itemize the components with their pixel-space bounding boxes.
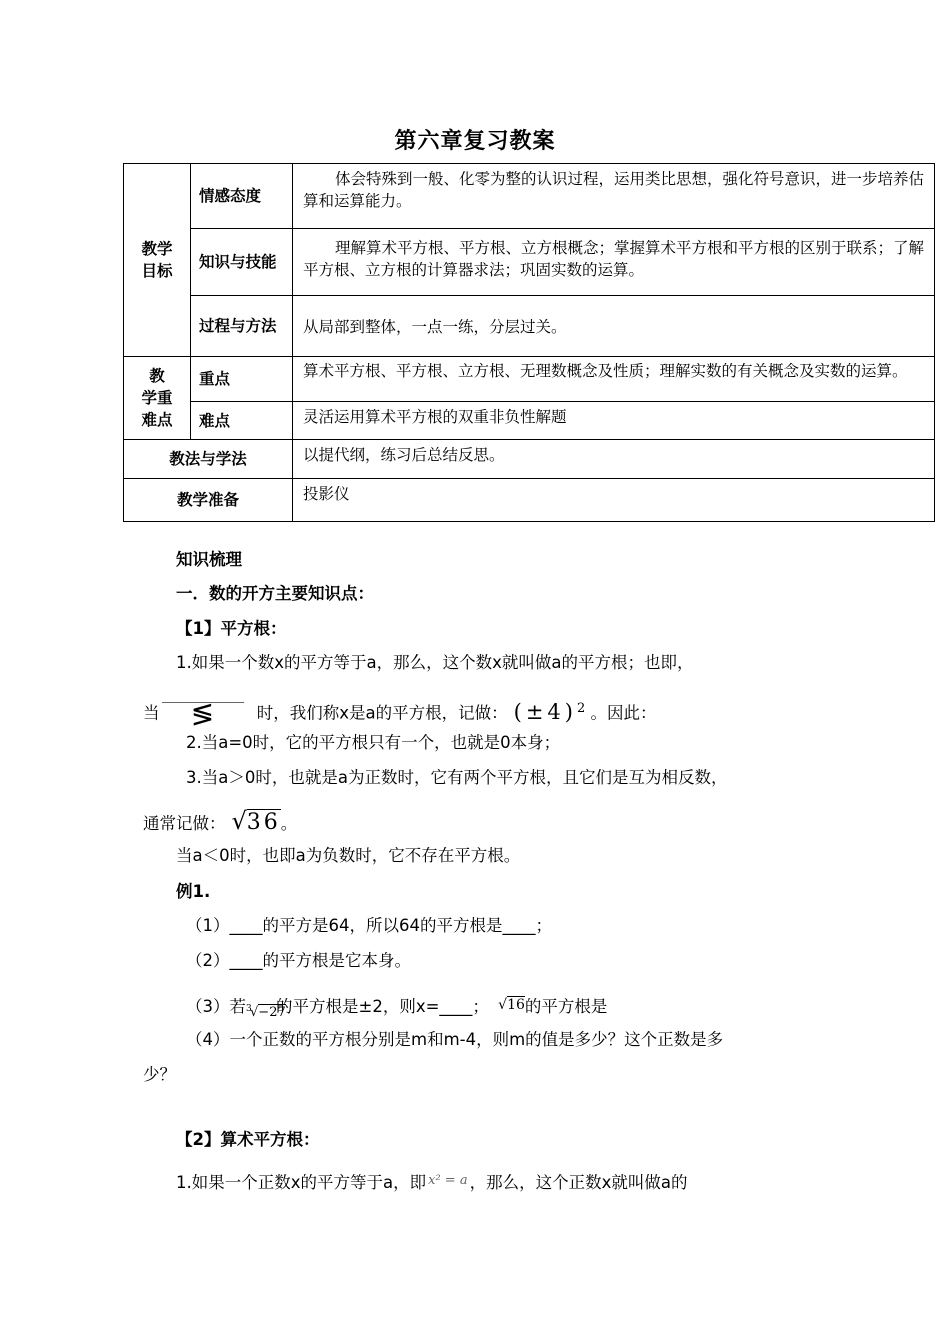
difficulty-content: 灵活运用算术平方根的双重非负性解题 — [293, 402, 935, 440]
page-title: 第六章复习教案 — [394, 129, 556, 154]
garbled-formula: ≶ — [162, 702, 244, 725]
x-squared-formula: x² = a — [428, 1173, 468, 1188]
p1b-pre: 当 — [143, 703, 160, 723]
focus-header: 教 学重 难点 — [124, 357, 191, 440]
lesson-plan-table — [123, 163, 935, 522]
process-label: 过程与方法 — [191, 296, 293, 357]
sqrt-16: √16 — [498, 997, 525, 1013]
key-point-content: 算术平方根、平方根、立方根、无理数概念及性质；理解实数的有关概念及实数的运算。 — [293, 357, 935, 402]
process-content: 从局部到整体，一点一练，分层过关。 — [293, 296, 935, 357]
emotion-label: 情感态度 — [191, 164, 293, 229]
sqrt-16-radicand: 16 — [507, 997, 525, 1013]
key-point-label: 重点 — [191, 357, 293, 402]
method-label: 教法与学法 — [124, 440, 293, 479]
p3b-pre: 通常记做： — [143, 814, 226, 833]
goal-header: 教学 目标 — [124, 164, 191, 357]
ex3-mid: 的平方根是±2，则x=____； — [276, 997, 489, 1016]
example-title: 例1. — [176, 882, 211, 901]
cube-root-index: 3 — [246, 1004, 252, 1014]
arithmetic-root-title: 【2】算术平方根： — [176, 1130, 320, 1149]
example-4a: （4）一个正数的平方根分别是m和m-4，则m的值是多少？这个正数是多 — [186, 1030, 724, 1049]
example-1: （1）____的平方是64，所以64的平方根是____； — [186, 916, 552, 935]
method-content: 以提代纲，练习后总结反思。 — [293, 440, 935, 479]
part1-title: 一．数的开方主要知识点： — [176, 584, 374, 603]
ex3-pre: （3）若 — [186, 997, 246, 1016]
knowledge-content: 理解算术平方根、平方根、立方根概念；掌握算术平方根和平方根的区别于联系；了解平方根、立方根的计算器求法；巩固实数的运算。 — [293, 229, 935, 296]
p3b-post: 。 — [280, 814, 298, 833]
squared-exponent: 2 — [576, 701, 586, 716]
paragraph-2: 2.当a=0时，它的平方根只有一个，也就是0本身； — [186, 733, 561, 752]
pm4-formula: (±4) — [513, 699, 577, 724]
section-title: 知识梳理 — [176, 550, 242, 569]
example-2: （2）____的平方根是它本身。 — [186, 951, 411, 970]
square-root-title: 【1】平方根： — [176, 619, 287, 638]
paragraph-1: 1.如果一个数x的平方等于a，那么，这个数x就叫做a的平方根；也即， — [176, 653, 694, 672]
paragraph-4: 当a＜0时，也即a为负数时，它不存在平方根。 — [176, 846, 521, 865]
paragraph-3b — [143, 807, 298, 835]
arith-paragraph-1 — [176, 1170, 687, 1194]
arith-p1-post: ，那么，这个正数x就叫做a的 — [469, 1173, 688, 1192]
paragraph-3: 3.当a＞0时，也就是a为正数时，它有两个平方根，且它们是互为相反数， — [186, 768, 728, 787]
p1b-post: 。因此： — [590, 703, 657, 723]
cube-root-radicand: −27 — [258, 1005, 286, 1020]
sqrt-36-radicand: 36 — [246, 810, 281, 835]
knowledge-label: 知识与技能 — [191, 229, 293, 296]
difficulty-label: 难点 — [191, 402, 293, 440]
p1b-mid: 时，我们称x是a的平方根，记做： — [256, 703, 508, 723]
example-4b: 少？ — [143, 1065, 176, 1084]
sqrt-36: √36 — [231, 807, 281, 835]
example-3: （3）若 3 √−27 的平方根是±2，则x=____； √16的平方根是 — [186, 997, 608, 1020]
paragraph-1b — [143, 696, 657, 730]
arith-p1-pre: 1.如果一个正数x的平方等于a，即 — [176, 1173, 427, 1192]
ex3-post: 的平方根是 — [524, 997, 608, 1016]
emotion-content: 体会特殊到一般、化零为整的认识过程，运用类比思想，强化符号意识，进一步培养估算和运算能力。 — [293, 164, 935, 229]
prep-label: 教学准备 — [124, 479, 293, 522]
prep-content: 投影仪 — [293, 479, 935, 522]
